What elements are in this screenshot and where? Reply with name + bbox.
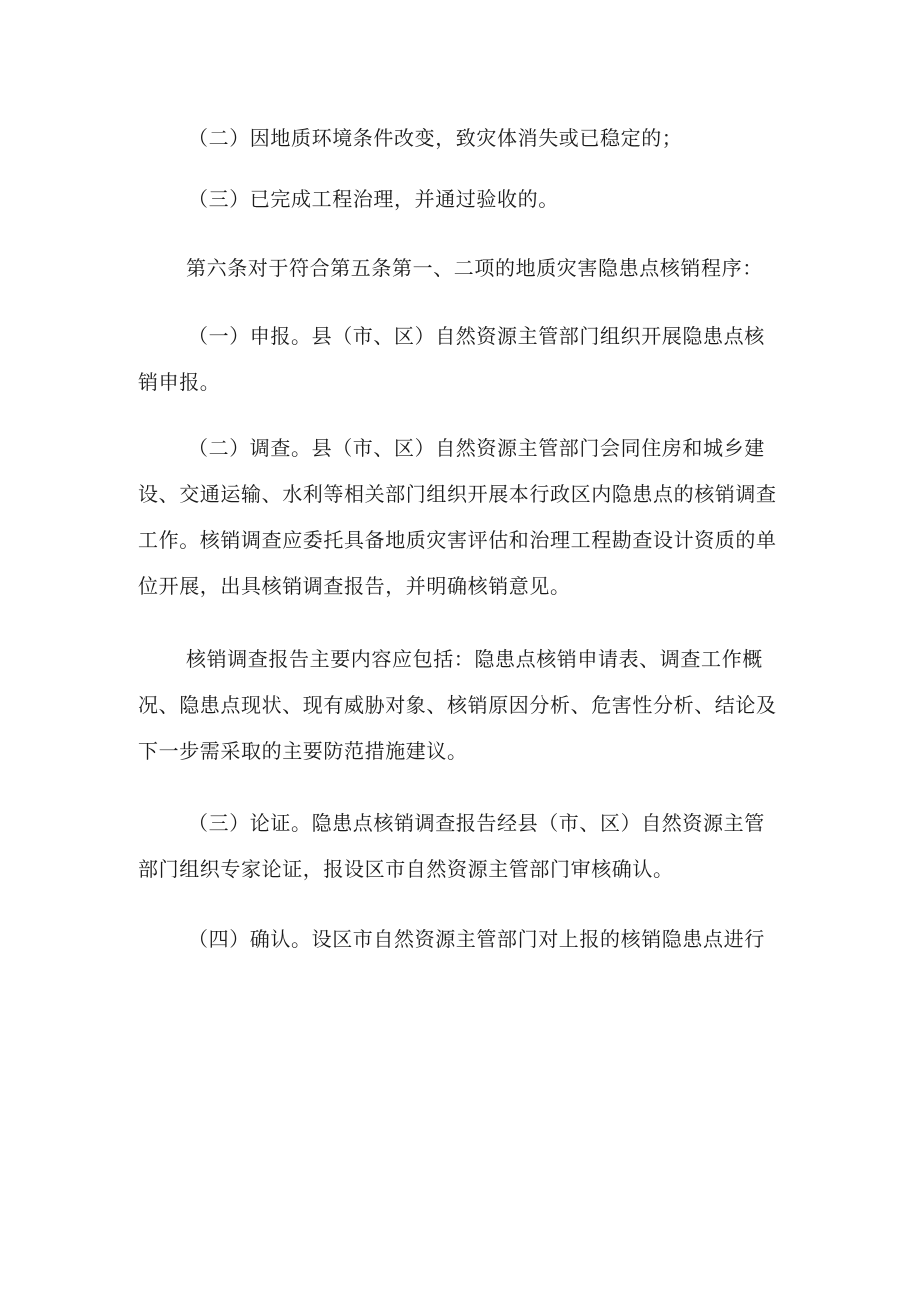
paragraph-item-2: （二）因地质环境条件改变，致灾体消失或已稳定的； xyxy=(188,126,683,150)
paragraph-step-review: （三）论证。隐患点核销调查报告经县（市、区）自然资源主管部门组织专家论证，报设区市自然资源主管部门审核确认。 xyxy=(138,811,765,881)
paragraph-step-declare: （一）申报。县（市、区）自然资源主管部门组织开展隐患点核销申报。 xyxy=(138,324,765,394)
paragraph-report-content: 核销调查报告主要内容应包括：隐患点核销申请表、调查工作概况、隐患点现状、现有威胁对象、核销原因分析、危害性分析、结论及下一步需采取的主要防范措施建议。 xyxy=(138,647,777,763)
paragraph-step-confirm: （四）确认。设区市自然资源主管部门对上报的核销隐患点进行 xyxy=(188,927,765,951)
paragraph-step-survey: （二）调查。县（市、区）自然资源主管部门会同住房和城乡建设、交通运输、水利等相关部门组织开展本行政区内隐患点的核销调查工作。核销调查应委托具备地质灾害评估和治理工程勘查设计资质的单位开展，出具核销调查报告，并明确核销意见。 xyxy=(138,436,777,598)
paragraph-article-6: 第六条对于符合第五条第一、二项的地质灾害隐患点核销程序： xyxy=(186,256,763,280)
paragraph-item-3: （三）已完成工程治理，并通过验收的。 xyxy=(188,187,559,211)
